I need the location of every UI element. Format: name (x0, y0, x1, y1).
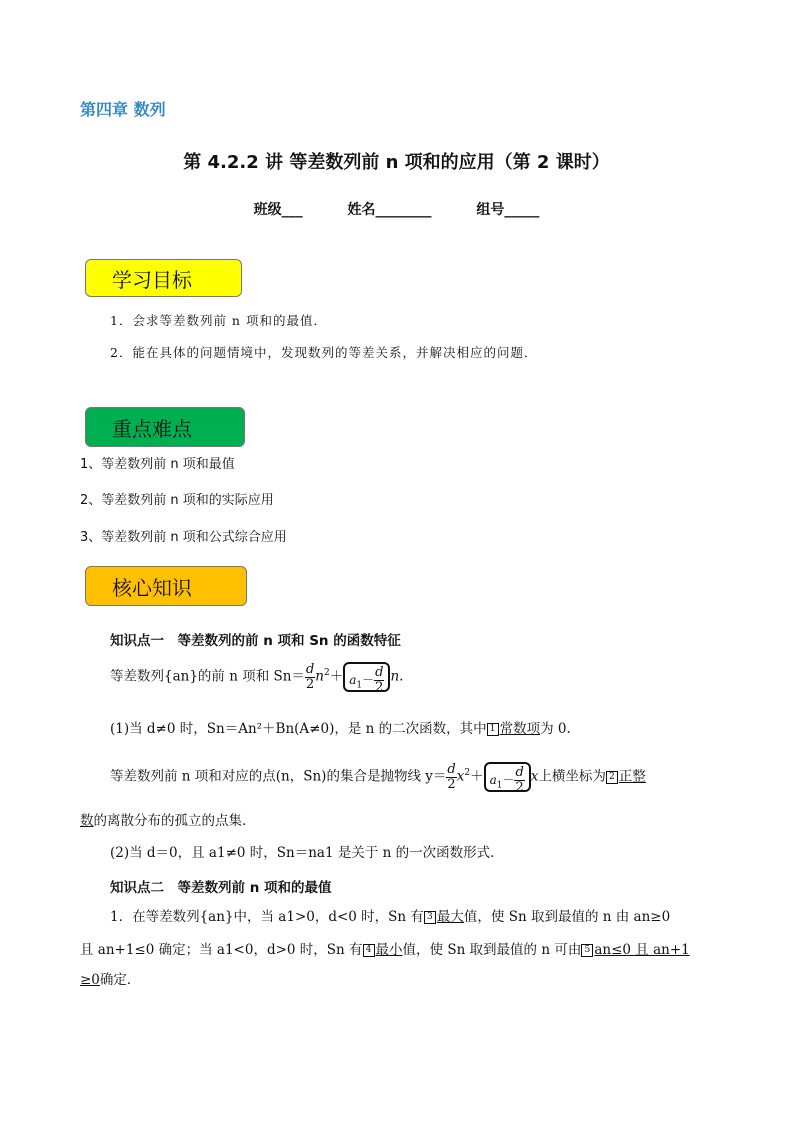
knowledge2-line3 (80, 970, 140, 990)
blank-1: 常数项 (499, 721, 541, 737)
knowledge2-line2 (80, 940, 690, 960)
knowledge1-formula: 等差数列{an}的前 n 项和 Sn＝ $\frac{d}{2}$ $n^2+ a_1-$ $\frac{d}{2}$ n. (110, 661, 404, 695)
k2-line1-a: 1．在等差数列{an}中，当 a1>0，d<0 时，Sn 有 (110, 909, 424, 925)
blank-5: an≤0 且 an+1 (594, 942, 690, 958)
knowledge2-heading: 知识点二 等差数列前 n 项和的最值 (110, 880, 332, 896)
key-section-title: 重点难点 (85, 407, 245, 447)
line2-text-b: 为 0. (540, 721, 571, 737)
k2-line1-b: 值，使 Sn 取到最值的 n 由 an≥0 (463, 909, 671, 925)
num-1-icon: 1 (487, 723, 499, 736)
k2-line3: 确定． (99, 972, 141, 988)
line3-text-a: 等差数列前 n 项和对应的点(n，Sn)的集合是抛物线 y＝ (110, 768, 447, 785)
key-point-2: 2、等差数列前 n 项和的实际应用 (80, 493, 274, 508)
knowledge1-line3: 等差数列前 n 项和对应的点(n，Sn)的集合是抛物线 y＝ $\frac{d}{2}$ $x^2+ a_1-$ $\frac{d}{2}$ x上横坐标为 2 正整 (110, 761, 646, 795)
knowledge1-line4 (80, 811, 256, 831)
k2-line2-b: 值，使 Sn 取到最值的 n 可由 (402, 942, 582, 958)
line2-text-a: (1)当 d≠0 时，Sn＝An²＋Bn(A≠0)，是 n 的二次函数，其中 (110, 721, 487, 737)
num-2-icon: 2 (606, 771, 618, 784)
student-info-line (0, 199, 793, 219)
k2-line2-a: 且 an+1≤0 确定；当 a1<0，d>0 时，Sn 有 (80, 942, 363, 958)
goal-item-1: 1．会求等差数列前 n 项和的最值． (110, 313, 327, 328)
num-5-icon: 5 (581, 944, 593, 957)
class-field[interactable]: 班级___ (253, 202, 303, 218)
blank-4: 最小 (375, 942, 403, 958)
fraction-d-over-2: $\frac{d}{2}$ (305, 661, 315, 692)
knowledge1-line2 (110, 719, 571, 739)
knowledge1-heading: 知识点一 等差数列的前 n 项和 Sn 的函数特征 (110, 633, 401, 649)
chapter-heading: 第四章 数列 (80, 100, 166, 119)
key-point-3: 3、等差数列前 n 项和公式综合应用 (80, 530, 287, 545)
num-4-icon: 4 (363, 944, 375, 957)
name-field[interactable]: 姓名________ (347, 202, 432, 218)
formula-prefix: 等差数列{an}的前 n 项和 Sn＝ (110, 668, 305, 685)
blank-5b: ≥0 (80, 972, 100, 988)
bracket-a1-d2-x: $a_1-$ $\frac{d}{2}$ (484, 762, 531, 792)
goal-item-2: 2．能在具体的问题情境中，发现数列的等差关系，并解决相应的问题． (110, 345, 538, 360)
knowledge2-line1 (110, 907, 670, 927)
blank-2b: 数 (80, 813, 94, 829)
blank-3: 最大 (436, 909, 464, 925)
bracket-a1-d2: $a_1-$ $\frac{d}{2}$ (343, 662, 390, 692)
page-title: 第 4.2.2 讲 等差数列前 n 项和的应用（第 2 课时） (183, 152, 610, 173)
core-section-title: 核心知识 (85, 566, 247, 606)
goals-section-title: 学习目标 (85, 259, 242, 297)
group-field[interactable]: 组号_____ (476, 202, 540, 218)
num-3-icon: 3 (424, 911, 436, 924)
key-point-1: 1、等差数列前 n 项和最值 (80, 457, 235, 472)
knowledge1-line5: (2)当 d＝0，且 a1≠0 时，Sn＝na1 是关于 n 的一次函数形式． (110, 845, 504, 861)
line4-text: 的离散分布的孤立的点集． (93, 813, 256, 829)
line3-text-b: 上横坐标为 (538, 768, 606, 785)
blank-2a: 正整 (618, 768, 646, 785)
